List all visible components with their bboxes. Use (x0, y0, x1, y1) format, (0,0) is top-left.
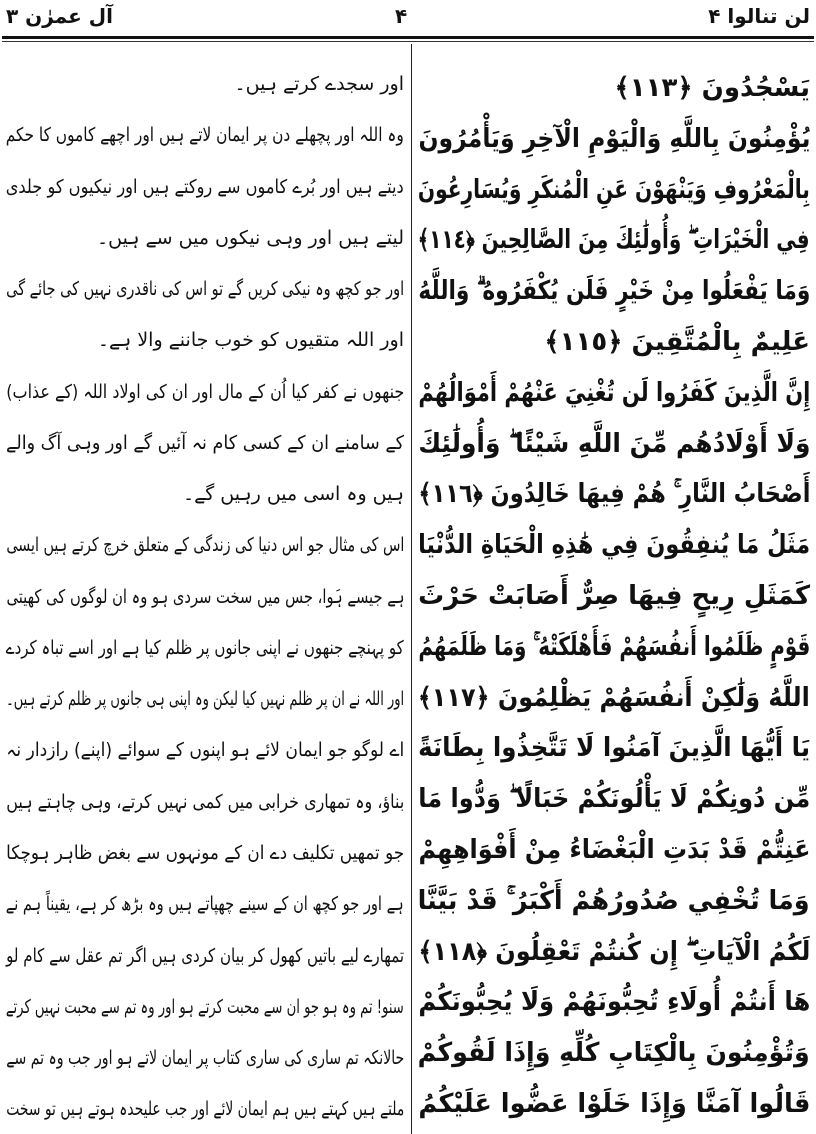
arabic-verse-line-text: وَتُؤْمِنُونَ بِالْكِتَابِ كُلِّهِ وَإِذَا لَقُوكُمْ (418, 1038, 810, 1069)
arabic-verse-line (418, 529, 810, 563)
arabic-verse-line (418, 326, 810, 360)
surah-name: آل عمرٰن ۳ (6, 4, 113, 28)
urdu-translation-line (6, 1097, 404, 1122)
urdu-translation-line (6, 533, 404, 558)
arabic-verse-line (418, 1088, 810, 1122)
urdu-translation-line-text: وہ اللہ اور پچھلے دن پر ایمان لاتے ہیں اور اچھے کاموں کا حکم (6, 124, 404, 147)
urdu-translation-line (6, 995, 404, 1020)
urdu-translation-line-text: اور اللہ نے ان پر ظلم نہیں کیا لیکن وہ اپنی ہی جانوں پر ظلم کرتے ہیں۔ (6, 688, 404, 711)
urdu-translation-line (6, 636, 404, 661)
arabic-verse-line (418, 631, 810, 665)
arabic-verse-line (418, 783, 810, 817)
arabic-verse-line-text: لَكُمُ الْآيَاتِ ۖ إِن كُنتُمْ تَعْقِلُونَ ﴿١١٨﴾ (418, 936, 810, 967)
arabic-verse-line-text: وَمَا تُخْفِي صُدُورُهُمْ أَكْبَرُ ۚ قَدْ بَيَّنَّا (418, 885, 810, 916)
arabic-text-column (418, 72, 810, 1122)
arabic-verse-line-text: قَوْمٍ ظَلَمُوا أَنفُسَهُمْ فَأَهْلَكَتْهُ ۚ وَمَا ظَلَمَهُمُ (418, 631, 810, 662)
arabic-verse-line (418, 936, 810, 970)
urdu-translation-line-text: اور سجدے کرتے ہیں۔ (234, 73, 404, 95)
arabic-verse-line (418, 428, 810, 462)
arabic-verse-line (418, 580, 810, 614)
urdu-translation-column (6, 72, 404, 1122)
urdu-translation-line-text: ہیں وہ اسی میں رہیں گے۔ (182, 483, 404, 506)
urdu-translation-line-text: اس کی مثال جو اس دنیا کی زندگی کے متعلق خرچ کرتے ہیں ایسی (6, 534, 404, 557)
arabic-verse-line (418, 377, 810, 411)
urdu-translation-line-text: کے سامنے ان کے کسی کام نہ آئیں گے اور وہی آگ والے (6, 431, 404, 454)
arabic-verse-line (418, 1037, 810, 1071)
arabic-verse-line-text: أَصْحَابُ النَّارِ ۚ هُمْ فِيهَا خَالِدُونَ ﴿١١٦﴾ (418, 479, 810, 510)
urdu-translation-line-text: ہے اور جو کچھ ان کے سینے چھپاتے ہیں وہ بڑھ کر ہے، یقیناً ہم نے (6, 893, 404, 916)
urdu-translation-line (6, 328, 404, 353)
urdu-translation-line (6, 738, 404, 763)
arabic-verse-line-text: عَلِيمٌ بِالْمُتَّقِينَ ﴿١١٥﴾ (544, 326, 810, 357)
arabic-verse-line-text: مَثَلُ مَا يُنفِقُونَ فِي هَٰذِهِ الْحَيَاةِ الدُّنْيَا (418, 530, 810, 561)
urdu-translation-line-text: جو تمھیں تکلیف دے ان کے مونہوں سے بغض ظاہر ہوچکا (6, 841, 404, 864)
urdu-translation-line (6, 790, 404, 815)
urdu-translation-line-text: اور اللہ متقیوں کو خوب جاننے والا ہے۔ (97, 329, 404, 352)
arabic-verse-line (418, 732, 810, 766)
urdu-translation-line-text: بناؤ، وہ تمھاری خرابی میں کمی نہیں کرتے، وہی چاہتے ہیں (6, 790, 404, 813)
urdu-translation-line-text: سنو! تم وہ ہو جو ان سے محبت کرتے ہو اور وہ تم سے محبت نہیں کرتے (6, 995, 404, 1018)
part-name: لن تنالوا ۴ (708, 4, 810, 28)
urdu-translation-line-text: دیتے ہیں اور بُرے کاموں سے روکتے ہیں اور نیکیوں کو جلدی (6, 175, 404, 198)
urdu-translation-line (6, 431, 404, 456)
urdu-translation-line-text: حالانکہ تم ساری کی ساری کتاب پر ایمان لاتے ہو اور جب وہ تم سے (6, 1047, 404, 1070)
urdu-translation-line (6, 482, 404, 507)
arabic-verse-line (418, 986, 810, 1020)
header-rule-thin (2, 41, 814, 42)
arabic-verse-line (418, 682, 810, 716)
header-rule-thick (2, 36, 814, 39)
arabic-verse-line-text: إِنَّ الَّذِينَ كَفَرُوا لَن تُغْنِيَ عَنْهُمْ أَمْوَالُهُمْ (418, 377, 810, 408)
urdu-translation-line (6, 892, 404, 917)
arabic-verse-line (418, 224, 810, 258)
arabic-verse-line (418, 275, 810, 309)
urdu-translation-line (6, 226, 404, 251)
arabic-verse-line (418, 123, 810, 157)
arabic-verse-line-text: وَلَا أَوْلَادُهُم مِّنَ اللَّهِ شَيْئًا ۖ وَأُولَٰئِكَ (418, 428, 810, 459)
arabic-verse-line-text: عَنِتُّمْ قَدْ بَدَتِ الْبَغْضَاءُ مِنْ أَفْوَاهِهِمْ (418, 834, 810, 865)
arabic-verse-line-text: يَسْجُدُونَ ﴿١١٣﴾ (614, 73, 810, 103)
urdu-translation-line-text: جنھوں نے کفر کیا اُن کے مال اور ان کی اولاد اللہ (کے عذاب) (6, 380, 404, 403)
urdu-translation-line (6, 380, 404, 405)
arabic-verse-line-text: كَمَثَلِ رِيحٍ فِيهَا صِرٌّ أَصَابَتْ حَرْثَ (418, 580, 810, 611)
arabic-verse-line (418, 834, 810, 868)
urdu-translation-line-text: اور جو کچھ وہ نیکی کریں گے تو اس کی ناقدری نہیں کی جائے گی (6, 278, 404, 301)
urdu-translation-line (6, 72, 404, 97)
arabic-verse-line-text: هَا أَنتُمْ أُولَاءِ تُحِبُّونَهُمْ وَلَا يُحِبُّونَكُمْ (418, 987, 810, 1018)
column-divider (411, 44, 412, 1134)
urdu-translation-line-text: ملتے ہیں کہتے ہیں ہم ایمان لائے اور جب علیحدہ ہوتے ہیں تو سخت (6, 1098, 404, 1121)
arabic-verse-line-text: اللَّهُ وَلَٰكِنْ أَنفُسَهُمْ يَظْلِمُونَ ﴿١١٧﴾ (418, 682, 810, 713)
urdu-translation-line (6, 277, 404, 302)
arabic-verse-line-text: يَا أَيُّهَا الَّذِينَ آمَنُوا لَا تَتَّخِذُوا بِطَانَةً (418, 733, 810, 764)
urdu-translation-line (6, 123, 404, 148)
urdu-translation-line-text: لیتے ہیں اور وہی نیکوں میں سے ہیں۔ (97, 226, 404, 249)
arabic-verse-line-text: قَالُوا آمَنَّا وَإِذَا خَلَوْا عَضُّوا عَلَيْكُمُ (418, 1088, 810, 1119)
urdu-translation-line (6, 687, 404, 712)
arabic-verse-line (418, 885, 810, 919)
arabic-verse-line-text: فِي الْخَيْرَاتِ ۖ وَأُولَٰئِكَ مِنَ الصَّالِحِينَ ﴿١١٤﴾ (418, 225, 810, 256)
arabic-verse-line (418, 478, 810, 512)
arabic-verse-line (418, 72, 810, 106)
arabic-verse-line-text: بِالْمَعْرُوفِ وَيَنْهَوْنَ عَنِ الْمُنكَرِ وَيُسَارِعُونَ (418, 174, 810, 205)
arabic-verse-line-text: وَمَا يَفْعَلُوا مِنْ خَيْرٍ فَلَن يُكْفَرُوهُ ۗ وَاللَّهُ (418, 276, 810, 307)
page-header (0, 4, 816, 34)
urdu-translation-line (6, 1046, 404, 1071)
urdu-translation-line-text: کو پہنچے جنھوں نے اپنی جانوں پر ظلم کیا ہے اور اسے تباہ کردے (6, 636, 404, 659)
urdu-translation-line (6, 175, 404, 200)
arabic-verse-line-text: مِّن دُونِكُمْ لَا يَأْلُونَكُمْ خَبَالًا ۖ وَدُّوا مَا (418, 784, 810, 815)
urdu-translation-line-text: اے لوگو جو ایمان لائے ہو اپنوں کے سوائے (اپنے) رازدار نہ (6, 739, 404, 762)
urdu-translation-line-text: ہے جیسے ہَوا، جس میں سخت سردی ہو وہ ان لوگوں کی کھیتی (6, 585, 404, 608)
urdu-translation-line (6, 841, 404, 866)
arabic-verse-line-text: يُؤْمِنُونَ بِاللَّهِ وَالْيَوْمِ الْآخِرِ وَيَأْمُرُونَ (418, 123, 810, 154)
urdu-translation-line (6, 944, 404, 969)
urdu-translation-line (6, 585, 404, 610)
page-number: ۴ (395, 4, 408, 28)
urdu-translation-line-text: تمھارے لیے باتیں کھول کر بیان کردی ہیں اگر تم عقل سے کام لو (6, 944, 404, 967)
arabic-verse-line (418, 174, 810, 208)
